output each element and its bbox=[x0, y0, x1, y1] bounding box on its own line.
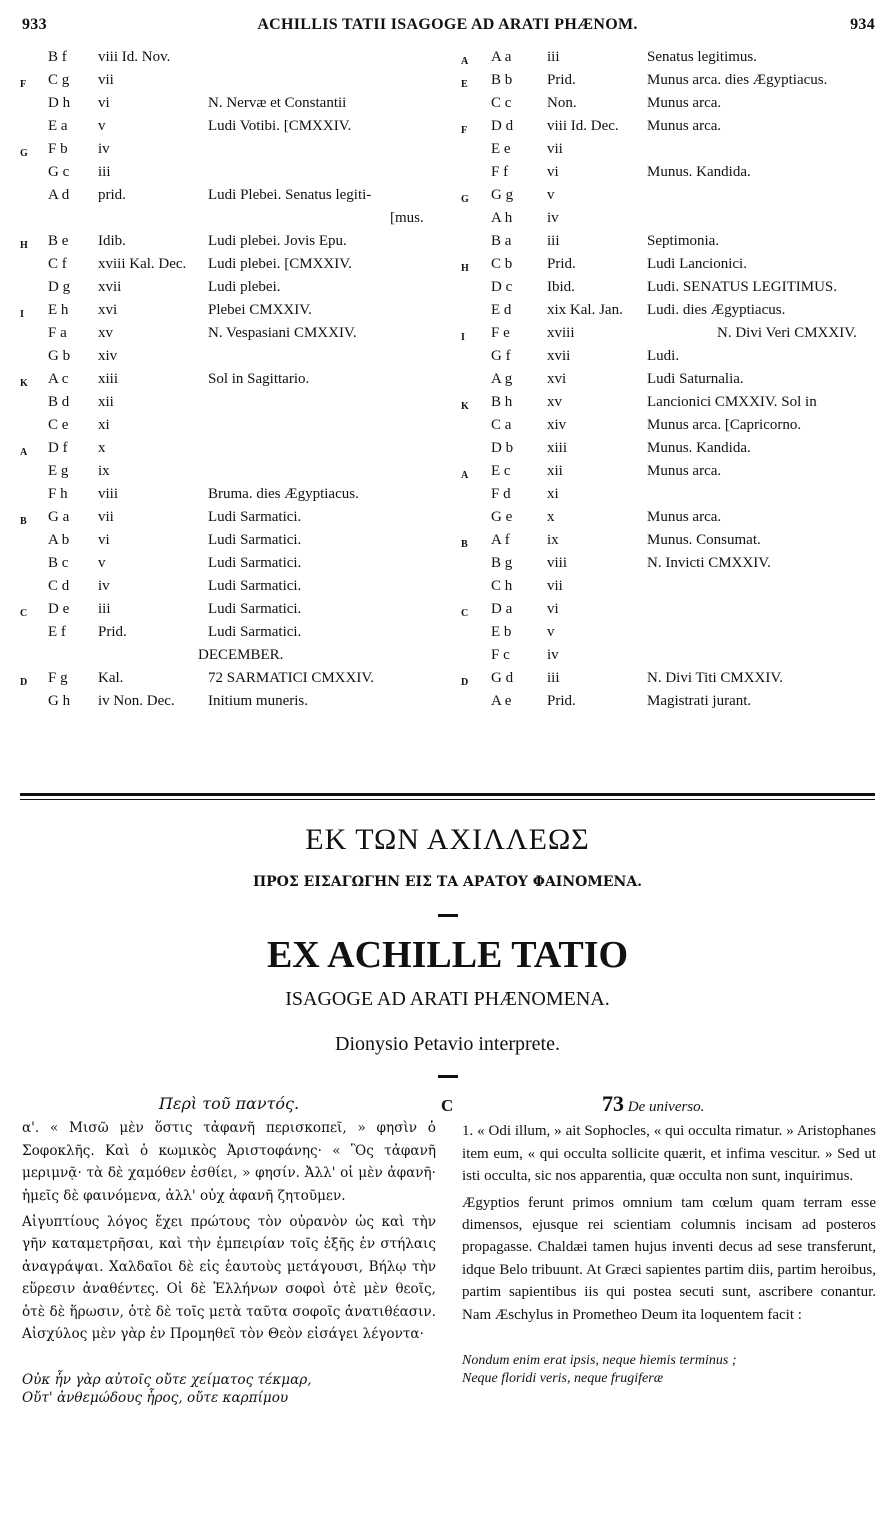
nundinal-letter: H bbox=[20, 240, 28, 251]
day-number: xiii bbox=[547, 440, 568, 456]
day-number: vi bbox=[98, 95, 110, 111]
day-number: xii bbox=[98, 394, 114, 410]
dominical-letters: B h bbox=[491, 394, 513, 410]
dominical-letters: B e bbox=[48, 233, 69, 249]
day-number: xvi bbox=[547, 371, 567, 387]
calendar-note: DECEMBER. bbox=[198, 647, 284, 663]
calendar-row bbox=[20, 460, 440, 483]
calendar-note: Ludi plebei. bbox=[208, 279, 281, 295]
calendar-row bbox=[20, 230, 440, 253]
calendar-note: Munus arca. bbox=[647, 95, 722, 111]
day-number: prid. bbox=[98, 187, 126, 203]
latin-heading: De universo. bbox=[627, 1099, 705, 1115]
day-number: x bbox=[98, 440, 106, 456]
dominical-letters: D g bbox=[48, 279, 71, 295]
day-number: Prid. bbox=[547, 693, 576, 709]
dominical-letters: G c bbox=[48, 164, 70, 180]
dominical-letters: C f bbox=[48, 256, 67, 272]
day-number: Ibid. bbox=[547, 279, 575, 295]
nundinal-letter: H bbox=[461, 263, 469, 274]
calendar-row bbox=[447, 575, 879, 598]
dominical-letters: D f bbox=[48, 440, 68, 456]
calendar-row bbox=[447, 621, 879, 644]
calendar-row bbox=[20, 483, 440, 506]
translator-dash bbox=[438, 1075, 458, 1078]
calendar-row bbox=[447, 46, 879, 69]
calendar-row bbox=[447, 368, 879, 391]
dominical-letters: E d bbox=[491, 302, 512, 318]
latin-column bbox=[462, 1093, 876, 1388]
dominical-letters: B g bbox=[491, 555, 513, 571]
dominical-letters: A a bbox=[491, 49, 512, 65]
nundinal-letter: K bbox=[20, 378, 28, 389]
day-number: vii bbox=[98, 509, 114, 525]
day-number: ix bbox=[98, 463, 110, 479]
calendar-note: N. Divi Titi CMXXIV. bbox=[647, 670, 784, 686]
nundinal-letter: F bbox=[461, 125, 468, 136]
calendar-row bbox=[20, 253, 440, 276]
day-number: viii Id. Dec. bbox=[547, 118, 619, 134]
dominical-letters: C b bbox=[491, 256, 513, 272]
calendar-row bbox=[447, 253, 879, 276]
calendar-note: Ludi Sarmatici. bbox=[208, 509, 302, 525]
dominical-letters: A e bbox=[491, 693, 512, 709]
day-number: iv bbox=[547, 210, 559, 226]
calendar-row bbox=[447, 92, 879, 115]
dominical-letters: C c bbox=[491, 95, 512, 111]
dominical-letters: E g bbox=[48, 463, 69, 479]
calendar-note: Ludi Sarmatici. bbox=[208, 601, 302, 617]
page-number-left: 933 bbox=[22, 16, 47, 33]
section-rule bbox=[20, 793, 875, 796]
calendar-note: Munus arca. bbox=[647, 509, 722, 525]
dominical-letters: B a bbox=[491, 233, 512, 249]
day-number: xi bbox=[547, 486, 559, 502]
calendar-note: Ludi Plebei. Senatus legiti- bbox=[208, 187, 372, 203]
dominical-letters: E e bbox=[491, 141, 511, 157]
greek-subtitle: ΠΡΟΣ ΕΙΣΑΓΩΓΗΝ ΕΙΣ ΤΑ ΑΡΑΤΟΥ ΦΑΙΝΟΜΕΝΑ. bbox=[252, 874, 643, 890]
calendar-row bbox=[20, 575, 440, 598]
day-number: Kal. bbox=[98, 670, 124, 686]
dominical-letters: G g bbox=[491, 187, 514, 203]
calendar-row bbox=[20, 184, 440, 207]
dominical-letters: A f bbox=[491, 532, 510, 548]
day-number: xvii bbox=[547, 348, 571, 364]
calendar-row bbox=[447, 414, 879, 437]
calendar-row bbox=[20, 69, 440, 92]
calendar-row bbox=[447, 345, 879, 368]
latin-title: EX ACHILLE TATIO bbox=[266, 934, 629, 976]
day-number: xviii bbox=[547, 325, 575, 341]
calendar-row bbox=[20, 322, 440, 345]
nundinal-letter: D bbox=[20, 677, 28, 688]
dominical-letters: A h bbox=[491, 210, 513, 226]
calendar-row bbox=[20, 368, 440, 391]
calendar-note: Munus. Kandida. bbox=[647, 440, 751, 456]
day-number: viii Id. Nov. bbox=[98, 49, 171, 65]
calendar-note: Septimonia. bbox=[647, 233, 720, 249]
latin-verse-line-2: Neque floridi veris, neque frugiferæ bbox=[462, 1371, 664, 1387]
section-number: 73 bbox=[602, 1091, 624, 1116]
calendar-right bbox=[447, 46, 879, 713]
calendar-row bbox=[20, 506, 440, 529]
day-number: xvii bbox=[98, 279, 122, 295]
nundinal-letter: E bbox=[461, 79, 468, 90]
calendar-row bbox=[20, 598, 440, 621]
calendar-note: Ludi. bbox=[647, 348, 680, 364]
dominical-letters: A c bbox=[48, 371, 69, 387]
day-number: vii bbox=[547, 578, 563, 594]
dominical-letters: G d bbox=[491, 670, 514, 686]
nundinal-letter: A bbox=[461, 470, 469, 481]
calendar-note: Initium muneris. bbox=[208, 693, 308, 709]
greek-paragraph-1: α'. « Μισῶ μὲν ὅστις τἀφανῆ περισκοπεῖ, » φησὶν ὁ Σοφοκλῆς. Καὶ ὁ κωμικὸς Ἀριστοφάνης· « Ὃς τἀφανῆ μεριμνᾷ· τὰ δὲ χαμόθεν ἐσθίει, » φησίν. Ἀλλ' οἱ μὲν ἀφανῆ· ἡμεῖς δὲ φαινόμενα, ἀλλ' οὐχ ἀφανῆ ζητοῦμεν. bbox=[22, 1120, 436, 1204]
nundinal-letter: B bbox=[20, 516, 27, 527]
calendar-row bbox=[447, 529, 879, 552]
calendar-note: [mus. bbox=[390, 210, 424, 226]
dominical-letters: F f bbox=[491, 164, 509, 180]
calendar-row bbox=[447, 391, 879, 414]
day-number: iii bbox=[547, 49, 560, 65]
nundinal-letter: A bbox=[461, 56, 469, 67]
nundinal-letter: K bbox=[461, 401, 469, 412]
day-number: xviii Kal. Dec. bbox=[98, 256, 187, 272]
dominical-letters: E b bbox=[491, 624, 512, 640]
calendar-row bbox=[20, 552, 440, 575]
dominical-letters: E f bbox=[48, 624, 66, 640]
day-number: vi bbox=[547, 164, 559, 180]
calendar-left bbox=[20, 46, 440, 713]
dominical-letters: B b bbox=[491, 72, 513, 88]
dominical-letters: E c bbox=[491, 463, 511, 479]
day-number: ix bbox=[547, 532, 559, 548]
calendar-row bbox=[447, 115, 879, 138]
day-number: Prid. bbox=[98, 624, 127, 640]
dominical-letters: F a bbox=[48, 325, 67, 341]
calendar-row bbox=[20, 207, 440, 230]
day-number: xii bbox=[547, 463, 563, 479]
calendar-row bbox=[20, 690, 440, 713]
day-number: xv bbox=[547, 394, 562, 410]
greek-heading: Περὶ τοῦ παντός. bbox=[158, 1094, 300, 1113]
calendar-note: N. Invicti CMXXIV. bbox=[647, 555, 771, 571]
day-number: Idib. bbox=[98, 233, 126, 249]
calendar-note: Munus arca. bbox=[647, 118, 722, 134]
nundinal-letter: I bbox=[461, 332, 465, 343]
dominical-letters: F c bbox=[491, 647, 510, 663]
day-number: xv bbox=[98, 325, 113, 341]
dominical-letters: G h bbox=[48, 693, 71, 709]
calendar-note: Ludi Sarmatici. bbox=[208, 555, 302, 571]
nundinal-letter: G bbox=[461, 194, 469, 205]
calendar-row bbox=[447, 690, 879, 713]
dominical-letters: G b bbox=[48, 348, 71, 364]
day-number: x bbox=[547, 509, 555, 525]
calendar-note: Ludi Saturnalia. bbox=[647, 371, 744, 387]
day-number: xi bbox=[98, 417, 110, 433]
dominical-letters: G f bbox=[491, 348, 511, 364]
calendar-note: 72 SARMATICI CMXXIV. bbox=[208, 670, 374, 686]
greek-verse bbox=[22, 1371, 436, 1407]
calendar-row bbox=[447, 506, 879, 529]
margin-letter: C bbox=[441, 1096, 454, 1115]
calendar-note: Ludi Sarmatici. bbox=[208, 578, 302, 594]
day-number: viii bbox=[547, 555, 568, 571]
section-rule-thin bbox=[20, 799, 875, 800]
calendar-row bbox=[20, 138, 440, 161]
latin-paragraph-2: Ægyptios ferunt primos omnium tam cœlum quam terram esse dimensos, ejusque rei scientiam columnis incisam ad posteros propagasse. Chaldæi tamen hujus inventi decus ad sese transferunt, idque Belo tribuunt. At Græci sapientes partim diis, partim heroibus, partim sapientibus iis qui postea secuti sunt, ascribere conantur. Nam Æschylus in Prometheo Deum ita loquentem facit : bbox=[462, 1194, 876, 1323]
calendar-note: Ludi plebei. Jovis Epu. bbox=[208, 233, 347, 249]
calendar-note: Munus arca. [Capricorno. bbox=[647, 417, 802, 433]
calendar-row bbox=[20, 667, 440, 690]
dominical-letters: A g bbox=[491, 371, 513, 387]
day-number: vii bbox=[98, 72, 114, 88]
day-number: v bbox=[547, 187, 555, 203]
day-number: xix Kal. Jan. bbox=[547, 302, 623, 318]
latin-heading-line bbox=[602, 1093, 876, 1118]
day-number: iii bbox=[547, 670, 560, 686]
dominical-letters: A d bbox=[48, 187, 70, 203]
translator-line: Dionysio Petavio interprete. bbox=[335, 1033, 560, 1055]
dominical-letters: F h bbox=[48, 486, 68, 502]
dominical-letters: D d bbox=[491, 118, 514, 134]
calendar-note: Magistrati jurant. bbox=[647, 693, 752, 709]
title-dash bbox=[438, 914, 458, 917]
dominical-letters: D e bbox=[48, 601, 70, 617]
day-number: v bbox=[547, 624, 555, 640]
day-number: iv bbox=[98, 578, 110, 594]
day-number: v bbox=[98, 118, 106, 134]
calendar-row bbox=[447, 322, 879, 345]
latin-verse-line-1: Nondum enim erat ipsis, neque hiemis terminus ; bbox=[462, 1353, 737, 1369]
calendar-note: Ludi. dies Ægyptiacus. bbox=[647, 302, 786, 318]
calendar-row bbox=[20, 115, 440, 138]
calendar-row bbox=[447, 299, 879, 322]
day-number: xiii bbox=[98, 371, 119, 387]
calendar-note: Ludi Votibi. [CMXXIV. bbox=[208, 118, 352, 134]
day-number: iv bbox=[98, 141, 110, 157]
greek-verse-line-2: Οὔτ' ἀνθεμώδους ἦρος, οὔτε καρπίμου bbox=[22, 1390, 289, 1407]
calendar-row bbox=[20, 161, 440, 184]
dominical-letters: F e bbox=[491, 325, 510, 341]
dominical-letters: F g bbox=[48, 670, 68, 686]
day-number: iv bbox=[547, 647, 559, 663]
day-number: iii bbox=[98, 601, 111, 617]
calendar-row bbox=[20, 391, 440, 414]
dominical-letters: E h bbox=[48, 302, 69, 318]
greek-verse-line-1: Οὐκ ἦν γὰρ αὐτοῖς οὔτε χείματος τέκμαρ, bbox=[22, 1372, 312, 1389]
calendar-row bbox=[447, 161, 879, 184]
nundinal-letter: B bbox=[461, 539, 468, 550]
dominical-letters: G e bbox=[491, 509, 513, 525]
calendar-note: N. Vespasiani CMXXIV. bbox=[208, 325, 357, 341]
calendar-note: Ludi. SENATUS LEGITIMUS. bbox=[647, 279, 837, 295]
nundinal-letter: I bbox=[20, 309, 24, 320]
nundinal-letter: G bbox=[20, 148, 28, 159]
day-number: vi bbox=[547, 601, 559, 617]
calendar-row bbox=[447, 138, 879, 161]
dominical-letters: B c bbox=[48, 555, 69, 571]
calendar-row bbox=[20, 529, 440, 552]
calendar-row bbox=[447, 667, 879, 690]
calendar-note: Senatus legitimus. bbox=[647, 49, 757, 65]
dominical-letters: B d bbox=[48, 394, 70, 410]
calendar-row bbox=[447, 230, 879, 253]
calendar-row bbox=[447, 276, 879, 299]
nundinal-letter: F bbox=[20, 79, 27, 90]
calendar-note: Plebei CMXXIV. bbox=[208, 302, 312, 318]
day-number: vii bbox=[547, 141, 563, 157]
day-number: iii bbox=[98, 164, 111, 180]
day-number: xvi bbox=[98, 302, 118, 318]
dominical-letters: D c bbox=[491, 279, 513, 295]
calendar-row bbox=[447, 552, 879, 575]
nundinal-letter: A bbox=[20, 447, 28, 458]
calendar-row bbox=[447, 184, 879, 207]
dominical-letters: D a bbox=[491, 601, 513, 617]
calendar-row bbox=[447, 598, 879, 621]
dominical-letters: G a bbox=[48, 509, 70, 525]
day-number: xiv bbox=[98, 348, 118, 364]
dominical-letters: A b bbox=[48, 532, 70, 548]
dominical-letters: C a bbox=[491, 417, 512, 433]
calendar-row bbox=[447, 437, 879, 460]
calendar-row bbox=[447, 483, 879, 506]
calendar-row bbox=[20, 46, 440, 69]
greek-column bbox=[22, 1093, 436, 1407]
dominical-letters: D b bbox=[491, 440, 514, 456]
calendar-row bbox=[20, 345, 440, 368]
day-number: xiv bbox=[547, 417, 567, 433]
dominical-letters: C d bbox=[48, 578, 70, 594]
calendar-row bbox=[447, 644, 879, 667]
latin-verse bbox=[462, 1352, 876, 1388]
calendar-row bbox=[20, 414, 440, 437]
calendar-note: N. Divi Veri CMXXIV. bbox=[717, 325, 857, 341]
calendar-row bbox=[20, 621, 440, 644]
calendar-note: Ludi Sarmatici. bbox=[208, 532, 302, 548]
calendar-row bbox=[447, 69, 879, 92]
calendar-note: Ludi Sarmatici. bbox=[208, 624, 302, 640]
day-number: v bbox=[98, 555, 106, 571]
day-number: Prid. bbox=[547, 72, 576, 88]
calendar-row bbox=[447, 207, 879, 230]
dominical-letters: C e bbox=[48, 417, 69, 433]
greek-title: ΕΚ ΤΩΝ ΑΧΙΛΛΕΩΣ bbox=[305, 823, 590, 856]
latin-subtitle: ISAGOGE AD ARATI PHÆNOMENA. bbox=[285, 988, 610, 1010]
calendar-note: Munus. Consumat. bbox=[647, 532, 761, 548]
latin-paragraph-1: 1. « Odi illum, » ait Sophocles, « qui occulta rimatur. » Aristophanes item eum, « qui occulta sollicite quærit, et infima vescitur. » Sed ut isti occulta, sic nos apparentia, quæ occulta non sunt, inquirimus. bbox=[462, 1123, 876, 1185]
day-number: iii bbox=[547, 233, 560, 249]
calendar-row bbox=[20, 299, 440, 322]
calendar-note: Bruma. dies Ægyptiacus. bbox=[208, 486, 359, 502]
calendar-row bbox=[20, 644, 440, 667]
nundinal-letter: D bbox=[461, 677, 469, 688]
calendar-note: N. Nervæ et Constantii bbox=[208, 95, 347, 111]
nundinal-letter: C bbox=[20, 608, 28, 619]
calendar-note: Ludi Lancionici. bbox=[647, 256, 747, 272]
day-number: vi bbox=[98, 532, 110, 548]
dominical-letters: D h bbox=[48, 95, 71, 111]
dominical-letters: F d bbox=[491, 486, 511, 502]
day-number: viii bbox=[98, 486, 119, 502]
calendar-note: Munus. Kandida. bbox=[647, 164, 751, 180]
dominical-letters: F b bbox=[48, 141, 68, 157]
calendar-row bbox=[20, 92, 440, 115]
calendar-row bbox=[20, 276, 440, 299]
calendar-note: Lancionici CMXXIV. Sol in bbox=[647, 394, 817, 410]
dominical-letters: E a bbox=[48, 118, 68, 134]
calendar-note: Munus arca. dies Ægyptiacus. bbox=[647, 72, 828, 88]
day-number: Prid. bbox=[547, 256, 576, 272]
running-title: ACHILLIS TATII ISAGOGE AD ARATI PHÆNOM. bbox=[257, 16, 638, 33]
calendar-row bbox=[20, 437, 440, 460]
day-number: iv Non. Dec. bbox=[98, 693, 175, 709]
dominical-letters: C g bbox=[48, 72, 70, 88]
greek-paragraph-2: Αἰγυπτίους λόγος ἔχει πρώτους τὸν οὐρανὸν ὡς καὶ τὴν γῆν καταμετρῆσαι, καὶ τὴν ἐμπειρίαν τοῖς ἑξῆς ἐν στήλαις ἀναγράψαι. Χαλδαῖοι δὲ εἰς ἑαυτοὺς μετάγουσι, Βήλῳ τὴν εὕρεσιν ἀναθέντες. Οἱ δὲ Ἑλλήνων σοφοὶ ὁτὲ μὲν θεοῖς, ὁτὲ δὲ ἥρωσιν, ὁτὲ δὲ τοῖς μετὰ ταῦτα σοφοῖς ἀνατιθέασιν. Αἰσχύλος μὲν γὰρ ἐν Προμηθεῖ τὸν Θεὸν εἰσάγει λέγοντα· bbox=[22, 1214, 436, 1343]
calendar-note: Ludi plebei. [CMXXIV. bbox=[208, 256, 352, 272]
nundinal-letter: C bbox=[461, 608, 469, 619]
calendar-note: Sol in Sagittario. bbox=[208, 371, 310, 387]
page-number-right: 934 bbox=[850, 16, 875, 33]
day-number: Non. bbox=[547, 95, 577, 111]
dominical-letters: C h bbox=[491, 578, 513, 594]
calendar-row bbox=[447, 460, 879, 483]
calendar-note: Munus arca. bbox=[647, 463, 722, 479]
dominical-letters: B f bbox=[48, 49, 67, 65]
